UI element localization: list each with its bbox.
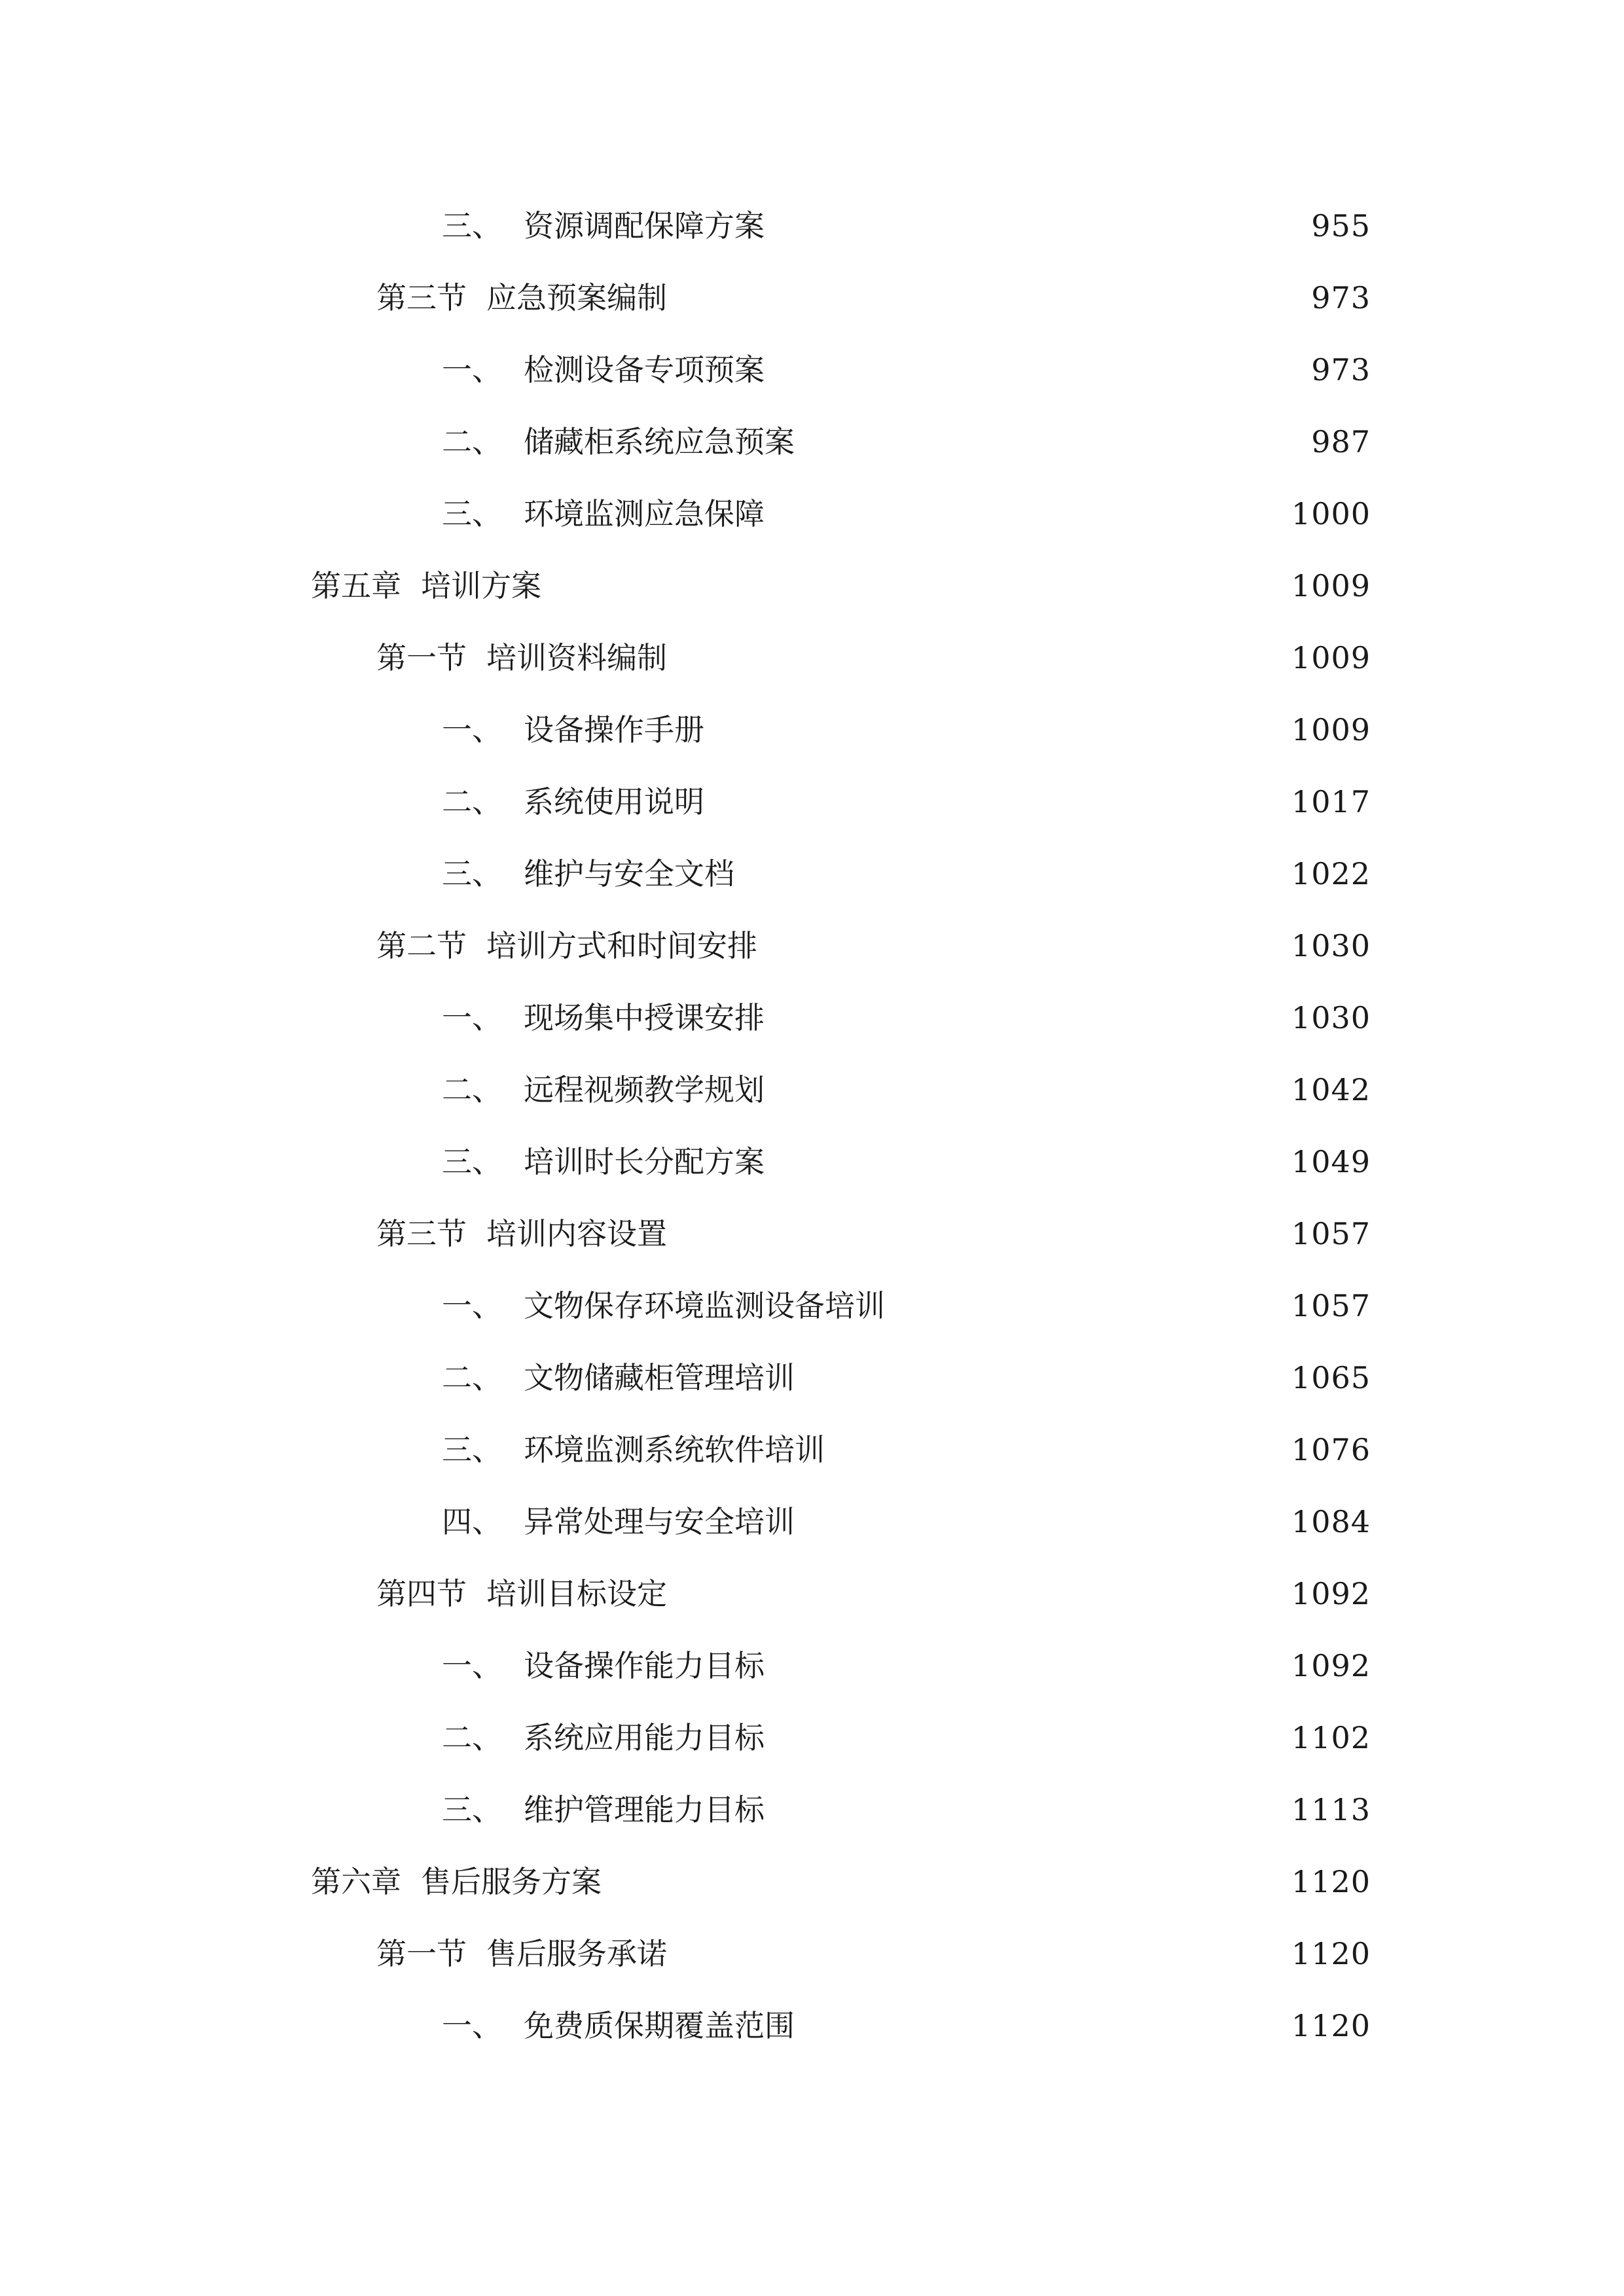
toc-entry-page: 973 (1311, 352, 1371, 387)
toc-entry-number: 第三节 (376, 280, 467, 315)
toc-entry[interactable] (0, 1990, 1624, 2062)
toc-entry-page: 1017 (1291, 784, 1371, 819)
toc-entry-number: 一、 (442, 2008, 502, 2043)
toc-entry-number: 二、 (442, 424, 502, 459)
toc-entry[interactable] (0, 1126, 1624, 1198)
dot-leader (804, 1358, 1237, 1397)
dot-leader (676, 1934, 1237, 1973)
toc-entry-number: 一、 (442, 712, 502, 747)
toc-entry-page: 1022 (1291, 856, 1371, 891)
table-of-contents (0, 190, 1624, 2062)
toc-entry-number: 第六章 (311, 1864, 401, 1899)
toc-entry-page: 1120 (1291, 2008, 1371, 2043)
toc-entry-number: 第一节 (376, 1936, 467, 1971)
toc-entry-title: 培训目标设定 (486, 1576, 667, 1611)
toc-entry[interactable] (0, 406, 1624, 478)
toc-entry-title: 培训时长分配方案 (524, 1144, 765, 1179)
toc-entry-page: 955 (1311, 208, 1371, 243)
dot-leader (744, 854, 1237, 893)
toc-entry[interactable] (0, 190, 1624, 262)
toc-entry-page: 1120 (1291, 1864, 1371, 1899)
dot-leader (767, 926, 1237, 965)
toc-entry-page: 1009 (1291, 568, 1371, 603)
toc-entry-page: 1057 (1291, 1216, 1371, 1251)
toc-entry-title: 设备操作能力目标 (524, 1648, 765, 1683)
dot-leader (774, 1646, 1237, 1685)
toc-entry-number: 第一节 (376, 640, 467, 675)
toc-entry-page: 1030 (1291, 928, 1371, 963)
dot-leader (676, 278, 1237, 317)
toc-entry[interactable] (0, 1774, 1624, 1846)
toc-entry-title: 环境监测应急保障 (524, 496, 765, 531)
toc-entry-title: 异常处理与安全培训 (524, 1504, 795, 1539)
toc-entry-number: 三、 (442, 1432, 502, 1467)
toc-entry[interactable] (0, 1918, 1624, 1990)
toc-entry-number: 三、 (442, 1792, 502, 1827)
toc-entry-title: 资源调配保障方案 (524, 208, 765, 243)
toc-entry-number: 二、 (442, 1720, 502, 1755)
toc-entry[interactable] (0, 1558, 1624, 1630)
toc-entry-page: 1076 (1291, 1432, 1371, 1467)
toc-entry-number: 三、 (442, 496, 502, 531)
toc-entry-page: 1000 (1291, 496, 1371, 531)
toc-entry-title: 培训方案 (421, 568, 541, 603)
toc-entry[interactable] (0, 334, 1624, 406)
toc-entry-title: 环境监测系统软件培训 (524, 1432, 825, 1467)
toc-entry-title: 培训资料编制 (486, 640, 667, 675)
toc-entry[interactable] (0, 1270, 1624, 1342)
dot-leader (774, 206, 1237, 245)
toc-entry-number: 三、 (442, 1144, 502, 1179)
toc-entry-page: 1102 (1291, 1720, 1371, 1755)
toc-entry[interactable] (0, 766, 1624, 838)
toc-entry-number: 三、 (442, 856, 502, 891)
toc-entry-title: 文物保存环境监测设备培训 (524, 1288, 885, 1323)
dot-leader (894, 1286, 1237, 1325)
toc-entry-page: 987 (1311, 424, 1371, 459)
toc-entry[interactable] (0, 1630, 1624, 1702)
toc-entry[interactable] (0, 262, 1624, 334)
toc-entry[interactable] (0, 1486, 1624, 1558)
toc-entry-page: 1030 (1291, 1000, 1371, 1035)
dot-leader (774, 494, 1237, 533)
toc-entry-number: 二、 (442, 784, 502, 819)
toc-entry[interactable] (0, 1414, 1624, 1486)
toc-entry[interactable] (0, 838, 1624, 910)
dot-leader (774, 1790, 1237, 1829)
dot-leader (550, 566, 1237, 605)
toc-entry-number: 四、 (442, 1504, 502, 1539)
toc-entry[interactable] (0, 622, 1624, 694)
toc-entry-number: 一、 (442, 1288, 502, 1323)
dot-leader (774, 1142, 1237, 1181)
toc-entry-number: 第四节 (376, 1576, 467, 1611)
toc-entry-title: 检测设备专项预案 (524, 352, 765, 387)
dot-leader (676, 1574, 1237, 1613)
toc-entry-title: 培训方式和时间安排 (486, 928, 757, 963)
toc-entry-title: 设备操作手册 (524, 712, 704, 747)
toc-entry-number: 三、 (442, 208, 502, 243)
dot-leader (713, 710, 1237, 749)
toc-entry-title: 应急预案编制 (486, 280, 667, 315)
toc-entry-title: 系统应用能力目标 (524, 1720, 765, 1755)
toc-entry-title: 售后服务承诺 (486, 1936, 667, 1971)
toc-entry-page: 1065 (1291, 1360, 1371, 1395)
toc-entry-title: 远程视频教学规划 (524, 1072, 765, 1107)
toc-entry-page: 973 (1311, 280, 1371, 315)
toc-entry-page: 1092 (1291, 1648, 1371, 1683)
toc-entry-page: 1009 (1291, 712, 1371, 747)
dot-leader (611, 1862, 1237, 1901)
dot-leader (774, 350, 1237, 389)
toc-entry[interactable] (0, 1846, 1624, 1918)
toc-entry-title: 培训内容设置 (486, 1216, 667, 1251)
toc-entry[interactable] (0, 982, 1624, 1054)
toc-entry-page: 1120 (1291, 1936, 1371, 1971)
toc-entry-number: 第三节 (376, 1216, 467, 1251)
toc-entry[interactable] (0, 1054, 1624, 1126)
toc-entry[interactable] (0, 1702, 1624, 1774)
dot-leader (804, 422, 1237, 461)
toc-entry-page: 1092 (1291, 1576, 1371, 1611)
toc-entry[interactable] (0, 1342, 1624, 1414)
toc-entry-number: 一、 (442, 352, 502, 387)
toc-entry[interactable] (0, 1198, 1624, 1270)
toc-entry-page: 1049 (1291, 1144, 1371, 1179)
toc-entry-number: 第五章 (311, 568, 401, 603)
toc-entry-page: 1057 (1291, 1288, 1371, 1323)
toc-entry-title: 维护与安全文档 (524, 856, 734, 891)
toc-entry[interactable] (0, 478, 1624, 550)
dot-leader (676, 1214, 1237, 1253)
toc-entry-number: 第二节 (376, 928, 467, 963)
toc-entry-title: 售后服务方案 (421, 1864, 602, 1899)
toc-entry[interactable] (0, 694, 1624, 766)
dot-leader (774, 1070, 1237, 1109)
dot-leader (834, 1430, 1237, 1469)
toc-entry-title: 文物储藏柜管理培训 (524, 1360, 795, 1395)
toc-entry-title: 维护管理能力目标 (524, 1792, 765, 1827)
toc-entry-number: 二、 (442, 1072, 502, 1107)
toc-entry-number: 一、 (442, 1648, 502, 1683)
dot-leader (676, 638, 1237, 677)
dot-leader (804, 2006, 1237, 2045)
toc-entry-page: 1009 (1291, 640, 1371, 675)
toc-entry-page: 1084 (1291, 1504, 1371, 1539)
toc-entry-page: 1113 (1291, 1792, 1371, 1827)
dot-leader (804, 1502, 1237, 1541)
toc-entry-title: 储藏柜系统应急预案 (524, 424, 795, 459)
dot-leader (774, 1718, 1237, 1757)
dot-leader (774, 998, 1237, 1037)
toc-entry-title: 免费质保期覆盖范围 (524, 2008, 795, 2043)
toc-entry-number: 二、 (442, 1360, 502, 1395)
toc-entry[interactable] (0, 910, 1624, 982)
toc-entry[interactable] (0, 550, 1624, 622)
toc-entry-title: 现场集中授课安排 (524, 1000, 765, 1035)
toc-entry-title: 系统使用说明 (524, 784, 704, 819)
dot-leader (713, 782, 1237, 821)
toc-entry-page: 1042 (1291, 1072, 1371, 1107)
toc-entry-number: 一、 (442, 1000, 502, 1035)
